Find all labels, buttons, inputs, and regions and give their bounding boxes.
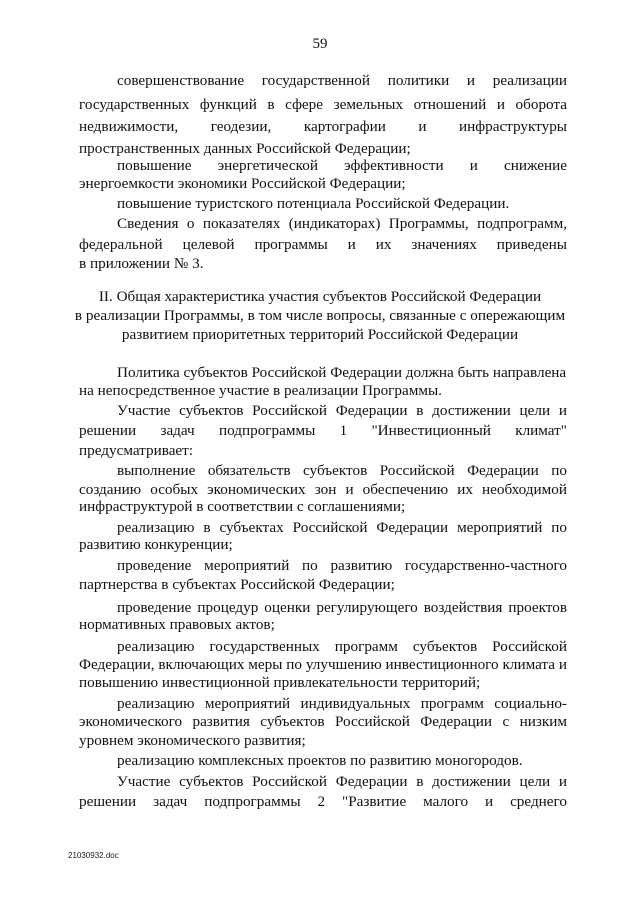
- text-line: реализацию в субъектах Российской Федерации мероприятий по: [117, 519, 567, 536]
- file-name-footer: 21030932.doc: [68, 851, 119, 860]
- text-line: недвижимости, геодезии, картографии и инфраструктуры: [79, 118, 567, 135]
- text-line: энергоемкости экономики Российской Федерации;: [79, 175, 406, 192]
- text-line: в приложении № 3.: [79, 255, 204, 272]
- text-line: на непосредственное участие в реализации Программы.: [79, 382, 442, 399]
- text-line: инфраструктурой в соответствии с соглашениями;: [79, 498, 406, 515]
- text-line: реализацию комплексных проектов по развитию моногородов.: [117, 752, 523, 769]
- text-line: повышение туристского потенциала Российской Федерации.: [117, 195, 510, 212]
- text-line: федеральной целевой программы и их значениях приведены: [79, 236, 567, 253]
- text-line: совершенствование государственной политики и реализации: [117, 72, 567, 89]
- text-line: государственных функций в сфере земельных отношений и оборота: [79, 96, 567, 113]
- text-line: проведение мероприятий по развитию государственно-частного: [117, 557, 567, 574]
- text-line: решении задач подпрограммы 2 "Развитие малого и среднего: [79, 793, 567, 810]
- text-line: нормативных правовых актов;: [79, 616, 275, 633]
- text-line: решении задач подпрограммы 1 "Инвестиционный климат": [79, 422, 567, 439]
- text-line: повышению инвестиционной привлекательности территорий;: [79, 674, 481, 691]
- text-line: Участие субъектов Российской Федерации в достижении цели и: [117, 773, 567, 790]
- text-line: Федерации, включающих меры по улучшению инвестиционного климата и: [79, 656, 567, 673]
- text-line: партнерства в субъектах Российской Федерации;: [79, 576, 395, 593]
- text-line: проведение процедур оценки регулирующего воздействия проектов: [117, 599, 567, 616]
- text-line: Политика субъектов Российской Федерации должна быть направлена: [117, 364, 567, 381]
- text-line: развитию конкуренции;: [79, 536, 233, 553]
- text-line: созданию особых экономических зон и обеспечению их необходимой: [79, 481, 567, 498]
- text-line: выполнение обязательств субъектов Российской Федерации по: [117, 462, 567, 479]
- text-line: уровнем экономического развития;: [79, 732, 306, 749]
- text-line: экономического развития субъектов Российской Федерации с низким: [79, 713, 567, 730]
- text-line: реализацию мероприятий индивидуальных программ социально-: [117, 695, 567, 712]
- text-line: Участие субъектов Российской Федерации в достижении цели и: [117, 402, 567, 419]
- section-heading-line: в реализации Программы, в том числе вопросы, связанные с опережающим: [74, 307, 566, 324]
- section-heading-line: II. Общая характеристика участия субъектов Российской Федерации: [98, 288, 542, 305]
- text-line: Сведения о показателях (индикаторах) Программы, подпрограмм,: [117, 215, 567, 232]
- text-line: предусматривает:: [79, 442, 194, 459]
- text-line: повышение энергетической эффективности и снижение: [117, 157, 567, 174]
- section-heading-line: развитием приоритетных территорий Российской Федерации: [121, 326, 519, 343]
- page-number: 59: [312, 36, 328, 52]
- text-line: пространственных данных Российской Федерации;: [79, 140, 411, 157]
- text-line: реализацию государственных программ субъектов Российской: [117, 638, 567, 655]
